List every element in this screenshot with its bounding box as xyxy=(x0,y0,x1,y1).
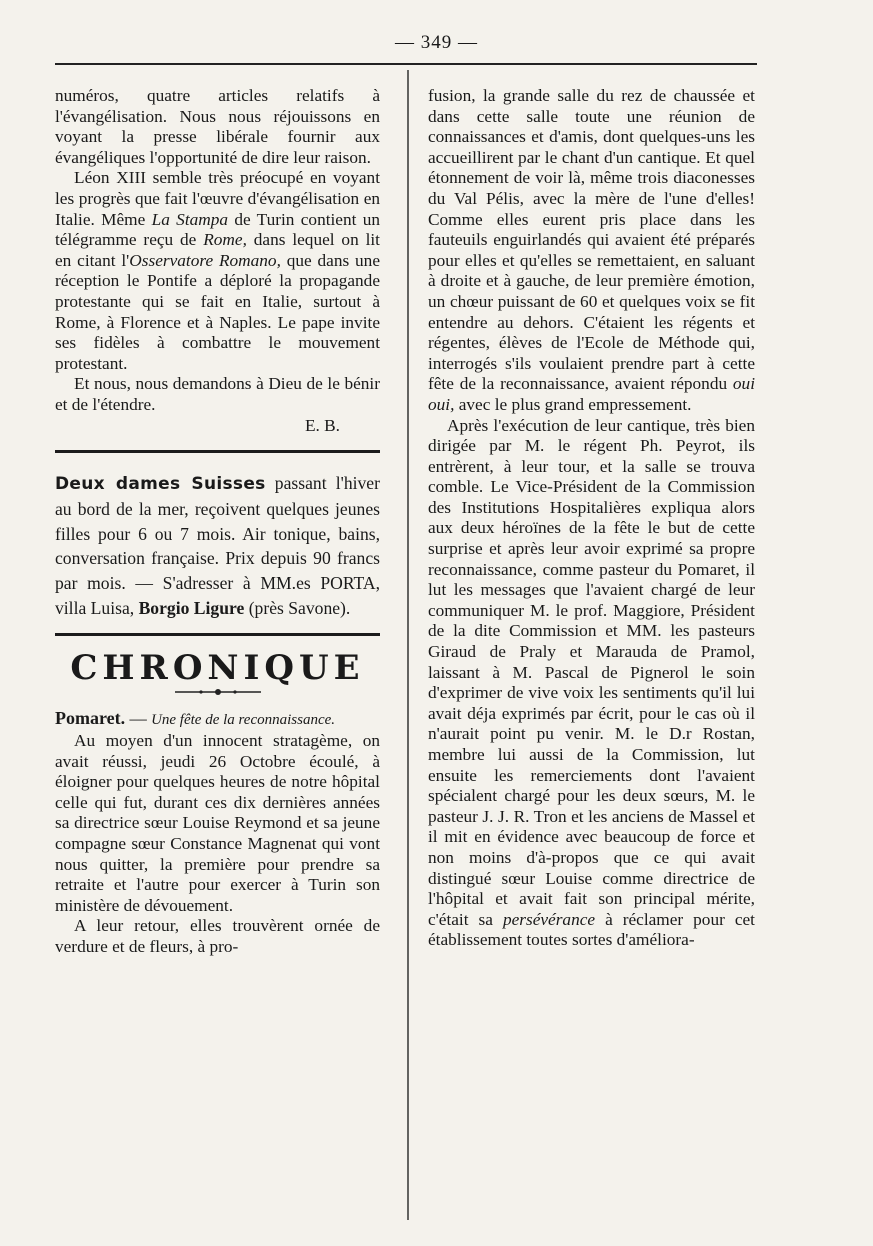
quoted-reply: oui oui, xyxy=(428,374,755,414)
section-rule-bottom xyxy=(55,633,380,636)
paragraph-leon-xiii: Léon XIII semble très préocupé en voyant les progrès que fait l'œuvre d'évangélisation en Italie. Même La Stampa de Turin contient un télégramme reçu de Rome, dans lequel on lit en citant l'Osservatore Romano, que dans une réception le Pontife a déploré la propagande protestante qui se fait en Italie, surtout à Rome, à Florence et à Naples. Le pape invite ses fidèles à combattre le mouvement protestant. xyxy=(55,168,381,373)
page-number: — 349 — xyxy=(395,32,478,53)
article-subtitle: Une fête de la reconnaissance. xyxy=(151,712,336,729)
right-column xyxy=(428,86,755,951)
column-divider xyxy=(407,70,409,1220)
paragraph-cantique: Après l'exécution de leur cantique, très bien dirigée par M. le régent Ph. Peyrot, ils entrèrent, à leur tour, et la salle se trouva comble. Le Vice-Président de la Commission des Institutions Hospitalières expliqua alors aux deux héroïnes de la fête le but de cette surprise et après leur avoir exprimé sa propre reconnaissance, comme pasteur du Pomaret, il lut les messages que l'avaient chargé de leur communiquer M. le prof. Maggiore, Président de la dite Commission et MM. les pasteurs Giraud de Praly et Marauda de Pramol, laissant à M. Pascal de Pignerol le soin d'exprimer de vive voix les sentiments qu'il lui avait déja exprimés par écrit, pour le cas où il n'aurait point pu venir. M. le D.r Rostan, membre lui aussi de la Commission, lut ensuite les remerciements dont l'avaient spécialent chargé pour les deux sœurs, M. le pasteur J. J. R. Tron et les anciens de Massel et il mit en évidence avec beaucoup de force et non moins d'à-propos que ce qui avait distingué sœur Louise comme directrice de l'hôpital et avait fait son principal mérite, c'était sa persévérance à réclamer pour cet établissement toutes sortes d'améliora- xyxy=(428,415,755,950)
section-rule-top xyxy=(55,450,380,453)
ad-heading: Deux dames Suisses xyxy=(55,474,266,495)
advertisement: Deux dames Suisses passant l'hiver au bord de la mer, reçoivent quelques jeunes filles pour 6 ou 7 mois. Air tonique, bains, conversation française. Prix depuis 90 francs par mois. — S'adresser à MM.es PORTA, villa Luisa, Borgio Ligure (près Savone). xyxy=(55,473,380,619)
city-name: Rome, xyxy=(203,230,247,250)
paragraph-stratageme: Au moyen d'un innocent stratagème, on avait réussi, jeudi 26 Octobre écoulé, à éloigner pour quelques heures de notre hôpital celle qui fut, durant ces dix dernières années sa directrice sœur Louise Reymond et sa jeune compagne sœur Constance Magnenat qui vont nous quitter, la première pour prendre sa retraite et l'autre pour exercer à Turin son ministère de dévouement. xyxy=(55,731,380,915)
newspaper-name-osservatore: Osservatore Romano, xyxy=(129,250,281,270)
newspaper-name: La Stampa xyxy=(151,209,229,229)
emphasized-word: persévérance xyxy=(502,909,596,929)
author-signature: E. B. xyxy=(304,415,340,435)
paragraph-closing: Et nous, nous demandons à Dieu de le bénir et de l'étendre. xyxy=(55,374,380,414)
article-heading: Pomaret. — Une fête de la reconnaissance. xyxy=(55,708,336,729)
header-rule xyxy=(55,63,757,65)
paragraph-evangelisation: numéros, quatre articles relatifs à l'évangélisation. Nous nous réjouissons en voyant la presse libérale fournir aux évangéliques l'opportunité de dire leur raison. xyxy=(55,86,380,167)
section-title: CHRONIQUE xyxy=(70,647,365,688)
article-place: Pomaret. xyxy=(55,708,126,729)
paragraph-retour: A leur retour, elles trouvèrent ornée de verdure et de fleurs, à pro- xyxy=(55,916,380,956)
left-column xyxy=(55,86,380,958)
paragraph-fete: fusion, la grande salle du rez de chaussée et dans cette salle toute une réunion de connaissances et d'amis, dont quelques-uns les accueillirent par le chant d'un cantique. Et quel étonnement de voir là, même trois diaconesses du Val Pélis, avec la mère de l'une d'elles! Comme elles eurent pris place dans les fauteuils enguirlandés qui avaient été préparés pour elles et qu'elles se remettaient, en saluant à droite et à gauche, de leur première émotion, un chœur puissant de 60 et quelques voix se fit entendre au dehors. C'étaient les régents et régentes, élèves de l'Ecole de Méthode qui, interrogés s'ils voulaient prendre part à cette fête de la reconnaissance, avaient répondu oui oui, avec le plus grand empressement. xyxy=(428,86,755,414)
ad-place: Borgio Ligure xyxy=(138,598,245,619)
